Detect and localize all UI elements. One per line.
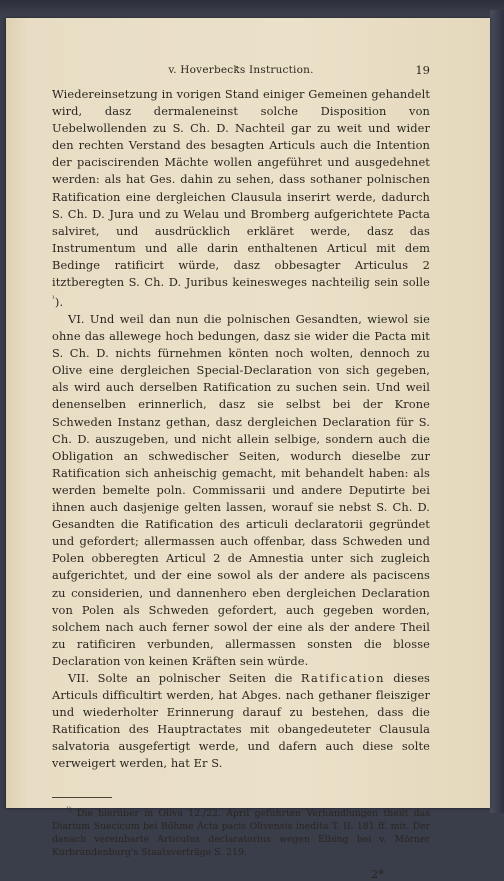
footnote-marker: ¹) — [66, 805, 72, 814]
page-number: 19 — [415, 63, 430, 77]
paragraph-continued — [52, 86, 430, 311]
footnote-rule — [52, 797, 112, 798]
paragraph-section-vii — [52, 670, 430, 773]
body-text — [52, 86, 430, 773]
paragraph-3-text: dieses Articuls difficultirt werden, hat Abges. nach gethaner fleisziger und wiederholter Erinnerung darauf zu bestehen, dass die Ratification des Hauptractates mit obangedeuteter Clausula salvatoria ausgefertigt werde, und dafern auch diese solte verweigert werden, hat Er S. — [52, 670, 430, 771]
spaced-word-ratification: Ratification — [300, 670, 385, 685]
running-title: v. Hoverbecks Instruction. — [168, 64, 314, 76]
signature-mark: 2* — [370, 867, 384, 881]
binding-edge-right — [490, 10, 504, 813]
paragraph-section-vi — [52, 311, 430, 670]
running-head — [52, 64, 430, 82]
paragraph-1-end: ). — [54, 294, 64, 309]
footnote-text: Die hierüber in Oliva 12./22. April geführten Verhandlungen theilt das Diarium Suecicum bei Böhme Acta pacis Olivensis inedita T. II. 181 ff. mit. Der danach vereinbarte Articulus declaratorius wegen Elbing bei v. Mörner Kurbrandenburg's Staatsverträge S. 219. — [52, 807, 430, 859]
paragraph-2-text: VI. Und weil dan nun die polnischen Gesandten, wiewol sie ohne das allewege hoch bedungen, dasz sie wider die Pacta mit S. Ch. D. nichts fürnehmen könten noch wolten, dennoch zu Olive eine dergleichen Special-Declaration von sich gegeben, als wird auch derselben Ratification zu suchen sein. Und weil denenselben erinnerlich, dasz sie selbst bei der Krone Schweden Instanz gethan, dasz dergleichen Declaration für S. Ch. D. auszugeben, und nicht allein selbige, sondern auch die Obligation an schwedischer Seiten, wodurch dieselbe zur Ratification sich anheischig gemacht, mit behandelt haben: als werden bemelte poln. Commissarii und andere Deputirte bei ihnen auch dasjenige gelten lassen, worauf sie nebst S. Ch. D. Gesandten die Ratification des articuli declaratorii gegründet und gefordert; allermassen auch offenbar, dass Schweden und Polen obberegten Articul 2 de Amnestia unter sich zugleich aufgerichtet, und der eine sowol als der andere als paciscens zu considerien, und dannenhero eben dergleichen Declaration von Polen als Schweden gefordert, auch gegeben worden, solchem nach auch ferner sowol der eine als der andere Theil zu ratificiren verbunden, allermassen sonsten die blosse Declaration von keinen Kräften sein würde. — [52, 312, 430, 668]
footnote — [52, 804, 430, 860]
binding-edge-top — [0, 0, 504, 18]
page-content — [52, 64, 430, 881]
paragraph-3-lead: VII. Solte an polnischer Seiten die — [68, 670, 293, 685]
paragraph-1-text: Wiedereinsetzung in vorigen Stand einiger Gemeinen gehandelt wird, dasz dermaleneinst solche Disposition von Uebelwollenden zu S. Ch. D. Nachteil gar zu weit und wider den rechten Verstand des besagten Articuls auch die Intention der paciscirenden Mächte wollen angeführet und ausgedehnet werden: als hat Ges. dahin zu sehen, dass sothaner polnischen Ratification eine dergleichen Clausula inserirt werde, dadurch S. Ch. D. Jura und zu Welau und Bromberg aufgerichtete Pacta salviret, und ausdrücklich erkläret werde, dasz das Instrumentum und alle darin enthaltenen Articul mit dem Bedinge ratificirt würde, dasz obbesagter Articulus 2 itztberegten S. Ch. D. Juribus keinesweges nachteilig sein solle — [52, 87, 430, 290]
footnote-reference: ¹ — [52, 295, 55, 304]
